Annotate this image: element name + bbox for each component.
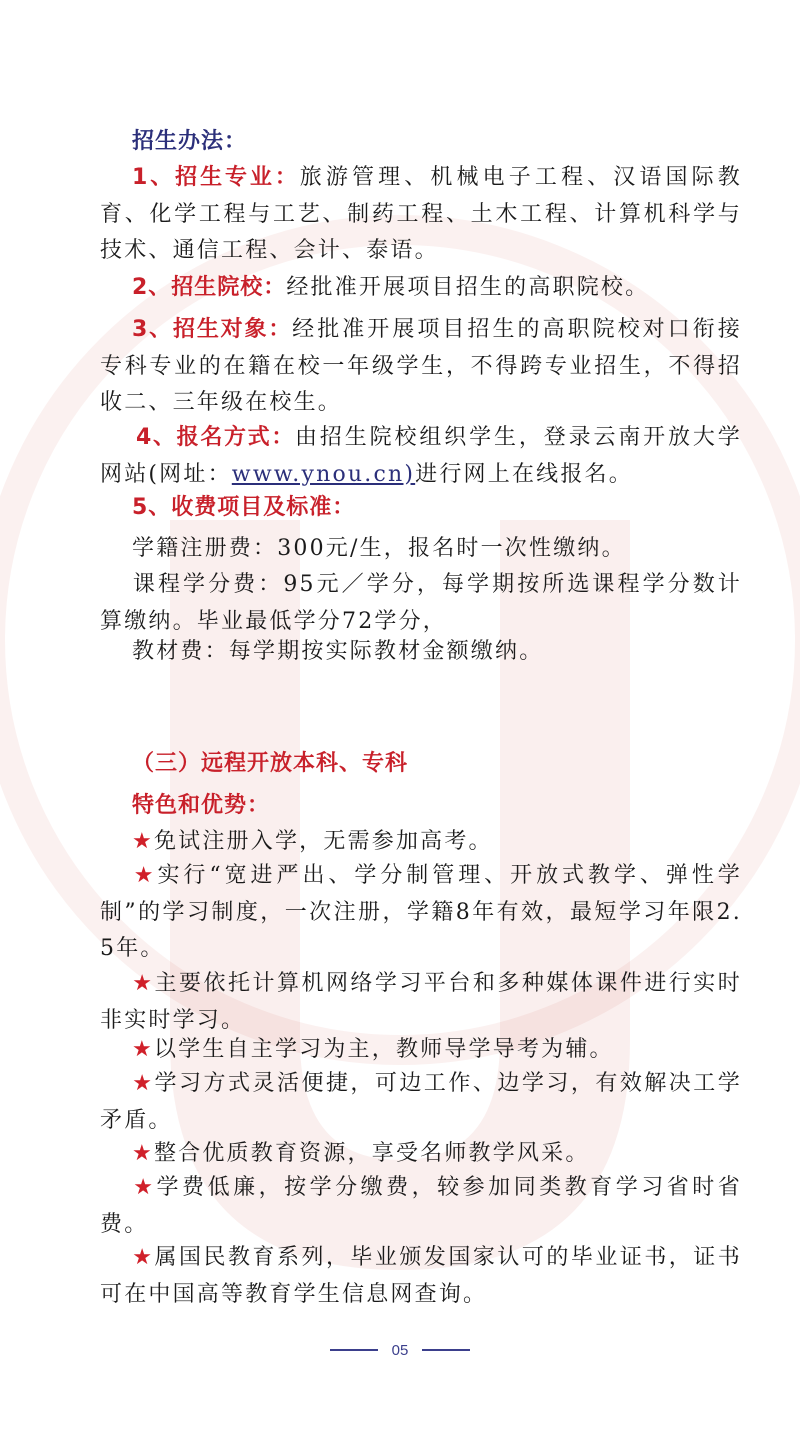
page-footer	[0, 1338, 800, 1362]
item-targets	[100, 312, 742, 422]
section-title-distance-education: （三）远程开放本科、专科	[132, 751, 409, 776]
bullet-item: ★实行“宽进严出、学分制管理、开放式教学、弹性学制”的学习制度，一次注册，学籍8年有效，最短学习年限2.5年。	[100, 863, 742, 961]
star-icon: ★	[132, 1141, 154, 1166]
star-icon: ★	[132, 971, 155, 996]
item-majors	[100, 160, 742, 270]
registration-text-before: 由招生院校组织学生，登录云南开放大学网站(网址：	[100, 425, 742, 487]
registration-label: 4、报名方式：	[136, 425, 295, 450]
bullet-item: ★学习方式灵活便捷，可边工作、边学习，有效解决工学矛盾。	[100, 1071, 742, 1133]
footer-rule-left	[330, 1349, 378, 1351]
bullet-item: ★以学生自主学习为主，教师导学导考为辅。	[132, 1037, 614, 1062]
star-icon: ★	[132, 1037, 154, 1062]
bullet-item: ★属国民教育系列，毕业颁发国家认可的毕业证书，证书可在中国高等教育学生信息网查询。	[100, 1245, 742, 1307]
fees-heading: 5、收费项目及标准：	[132, 495, 356, 520]
item-registration	[100, 420, 742, 493]
star-icon: ★	[132, 1175, 157, 1200]
fee-textbook: 教材费：每学期按实际教材金额缴纳。	[132, 639, 544, 664]
footer-rule-right	[422, 1349, 470, 1351]
website-link[interactable]: www.ynou.cn)	[231, 461, 416, 487]
features-heading: 特色和优势：	[132, 793, 271, 818]
fee-registration: 学籍注册费：300元/生，报名时一次性缴纳。	[132, 536, 626, 561]
targets-text: 经批准开展项目招生的高职院校对口衔接专科专业的在籍在校一年级学生，不得跨专业招生，不得招收二、三年级在校生。	[100, 317, 742, 415]
star-icon: ★	[132, 863, 158, 888]
star-icon: ★	[132, 1071, 155, 1096]
targets-label: 3、招生对象：	[132, 317, 293, 342]
schools-text: 经批准开展项目招生的高职院校。	[286, 275, 650, 300]
bullet-item: ★主要依托计算机网络学习平台和多种媒体课件进行实时非实时学习。	[100, 971, 742, 1033]
enrollment-method-heading: 招生办法：	[132, 129, 248, 154]
registration-text-after: 进行网上在线报名。	[415, 461, 633, 487]
fee-credit: 课程学分费：95元／学分，每学期按所选课程学分数计算缴纳。毕业最低学分72学分，	[100, 572, 742, 634]
page-number: 05	[391, 1341, 409, 1359]
schools-label: 2、招生院校：	[132, 275, 287, 300]
majors-label: 1、招生专业：	[132, 165, 300, 190]
bullet-item: ★整合优质教育资源，享受名师教学风采。	[132, 1141, 590, 1166]
star-icon: ★	[132, 1245, 155, 1270]
star-icon: ★	[132, 829, 154, 854]
majors-text: 旅游管理、机械电子工程、汉语国际教育、化学工程与工艺、制药工程、土木工程、计算机科学与技术、通信工程、会计、泰语。	[100, 165, 743, 263]
bullet-item: ★学费低廉，按学分缴费，较参加同类教育学习省时省费。	[100, 1175, 742, 1237]
item-schools	[100, 270, 742, 307]
bullet-item: ★免试注册入学，无需参加高考。	[132, 829, 493, 854]
